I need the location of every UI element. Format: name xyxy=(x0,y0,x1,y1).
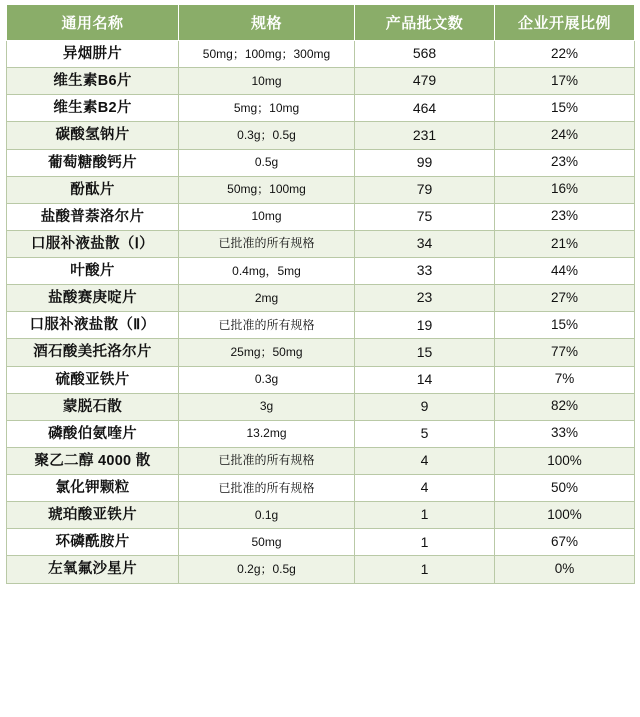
cell-generic-name: 口服补液盐散（Ⅰ） xyxy=(7,230,179,257)
table-row xyxy=(7,95,635,122)
cell-specification: 0.3g xyxy=(179,366,355,393)
cell-approval-count: 79 xyxy=(355,176,495,203)
cell-specification: 25mg；50mg xyxy=(179,339,355,366)
table-row xyxy=(7,176,635,203)
cell-approval-count: 33 xyxy=(355,258,495,285)
cell-generic-name: 琥珀酸亚铁片 xyxy=(7,502,179,529)
cell-generic-name: 聚乙二醇 4000 散 xyxy=(7,447,179,474)
table-header-row xyxy=(7,5,635,41)
cell-generic-name: 口服补液盐散（Ⅱ） xyxy=(7,312,179,339)
cell-generic-name: 蒙脱石散 xyxy=(7,393,179,420)
cell-enterprise-ratio: 16% xyxy=(495,176,635,203)
cell-enterprise-ratio: 21% xyxy=(495,230,635,257)
column-header-specification: 规格 xyxy=(179,5,355,41)
cell-specification: 0.5g xyxy=(179,149,355,176)
table-row xyxy=(7,312,635,339)
cell-generic-name: 硫酸亚铁片 xyxy=(7,366,179,393)
cell-enterprise-ratio: 67% xyxy=(495,529,635,556)
cell-approval-count: 34 xyxy=(355,230,495,257)
cell-specification: 0.3g；0.5g xyxy=(179,122,355,149)
cell-enterprise-ratio: 100% xyxy=(495,447,635,474)
cell-enterprise-ratio: 24% xyxy=(495,122,635,149)
cell-enterprise-ratio: 23% xyxy=(495,203,635,230)
cell-enterprise-ratio: 22% xyxy=(495,41,635,68)
cell-generic-name: 盐酸赛庚啶片 xyxy=(7,285,179,312)
cell-specification: 10mg xyxy=(179,203,355,230)
column-header-enterprise-ratio: 企业开展比例 xyxy=(495,5,635,41)
cell-enterprise-ratio: 17% xyxy=(495,68,635,95)
cell-approval-count: 4 xyxy=(355,447,495,474)
cell-approval-count: 14 xyxy=(355,366,495,393)
cell-approval-count: 1 xyxy=(355,502,495,529)
table-row xyxy=(7,285,635,312)
cell-generic-name: 葡萄糖酸钙片 xyxy=(7,149,179,176)
table-row xyxy=(7,502,635,529)
cell-approval-count: 9 xyxy=(355,393,495,420)
cell-specification: 10mg xyxy=(179,68,355,95)
cell-specification: 5mg；10mg xyxy=(179,95,355,122)
cell-enterprise-ratio: 0% xyxy=(495,556,635,583)
cell-generic-name: 酚酞片 xyxy=(7,176,179,203)
table-row xyxy=(7,420,635,447)
cell-generic-name: 左氧氟沙星片 xyxy=(7,556,179,583)
cell-specification: 2mg xyxy=(179,285,355,312)
cell-approval-count: 23 xyxy=(355,285,495,312)
cell-generic-name: 维生素B6片 xyxy=(7,68,179,95)
table-row xyxy=(7,149,635,176)
table-row xyxy=(7,41,635,68)
cell-generic-name: 维生素B2片 xyxy=(7,95,179,122)
table-row xyxy=(7,475,635,502)
cell-approval-count: 75 xyxy=(355,203,495,230)
cell-specification: 已批准的所有规格 xyxy=(179,312,355,339)
cell-enterprise-ratio: 27% xyxy=(495,285,635,312)
cell-enterprise-ratio: 100% xyxy=(495,502,635,529)
table-row xyxy=(7,258,635,285)
cell-approval-count: 1 xyxy=(355,556,495,583)
cell-generic-name: 碳酸氢钠片 xyxy=(7,122,179,149)
cell-enterprise-ratio: 44% xyxy=(495,258,635,285)
cell-specification: 13.2mg xyxy=(179,420,355,447)
cell-enterprise-ratio: 23% xyxy=(495,149,635,176)
table-row xyxy=(7,122,635,149)
cell-specification: 已批准的所有规格 xyxy=(179,475,355,502)
cell-generic-name: 盐酸普萘洛尔片 xyxy=(7,203,179,230)
cell-specification: 已批准的所有规格 xyxy=(179,230,355,257)
cell-specification: 3g xyxy=(179,393,355,420)
cell-enterprise-ratio: 50% xyxy=(495,475,635,502)
drug-table xyxy=(6,4,635,584)
table-row xyxy=(7,203,635,230)
cell-approval-count: 4 xyxy=(355,475,495,502)
cell-approval-count: 464 xyxy=(355,95,495,122)
cell-enterprise-ratio: 77% xyxy=(495,339,635,366)
cell-enterprise-ratio: 15% xyxy=(495,95,635,122)
cell-approval-count: 568 xyxy=(355,41,495,68)
table-row xyxy=(7,393,635,420)
cell-enterprise-ratio: 7% xyxy=(495,366,635,393)
cell-approval-count: 479 xyxy=(355,68,495,95)
cell-enterprise-ratio: 33% xyxy=(495,420,635,447)
column-header-generic-name: 通用名称 xyxy=(7,5,179,41)
table-row xyxy=(7,230,635,257)
cell-enterprise-ratio: 82% xyxy=(495,393,635,420)
table-header xyxy=(7,5,635,41)
cell-specification: 50mg xyxy=(179,529,355,556)
cell-specification: 50mg；100mg；300mg xyxy=(179,41,355,68)
table-row xyxy=(7,339,635,366)
table-row xyxy=(7,556,635,583)
cell-specification: 0.4mg，5mg xyxy=(179,258,355,285)
cell-enterprise-ratio: 15% xyxy=(495,312,635,339)
cell-generic-name: 酒石酸美托洛尔片 xyxy=(7,339,179,366)
cell-approval-count: 5 xyxy=(355,420,495,447)
column-header-approval-count: 产品批文数 xyxy=(355,5,495,41)
cell-specification: 50mg；100mg xyxy=(179,176,355,203)
cell-approval-count: 15 xyxy=(355,339,495,366)
cell-specification: 0.1g xyxy=(179,502,355,529)
table-row xyxy=(7,447,635,474)
cell-generic-name: 磷酸伯氨喹片 xyxy=(7,420,179,447)
table-row xyxy=(7,529,635,556)
cell-specification: 0.2g；0.5g xyxy=(179,556,355,583)
cell-specification: 已批准的所有规格 xyxy=(179,447,355,474)
cell-approval-count: 19 xyxy=(355,312,495,339)
cell-approval-count: 99 xyxy=(355,149,495,176)
cell-generic-name: 异烟肼片 xyxy=(7,41,179,68)
cell-generic-name: 叶酸片 xyxy=(7,258,179,285)
cell-approval-count: 231 xyxy=(355,122,495,149)
table-row xyxy=(7,366,635,393)
cell-generic-name: 氯化钾颗粒 xyxy=(7,475,179,502)
cell-approval-count: 1 xyxy=(355,529,495,556)
cell-generic-name: 环磷酰胺片 xyxy=(7,529,179,556)
table-body xyxy=(7,41,635,584)
table-row xyxy=(7,68,635,95)
